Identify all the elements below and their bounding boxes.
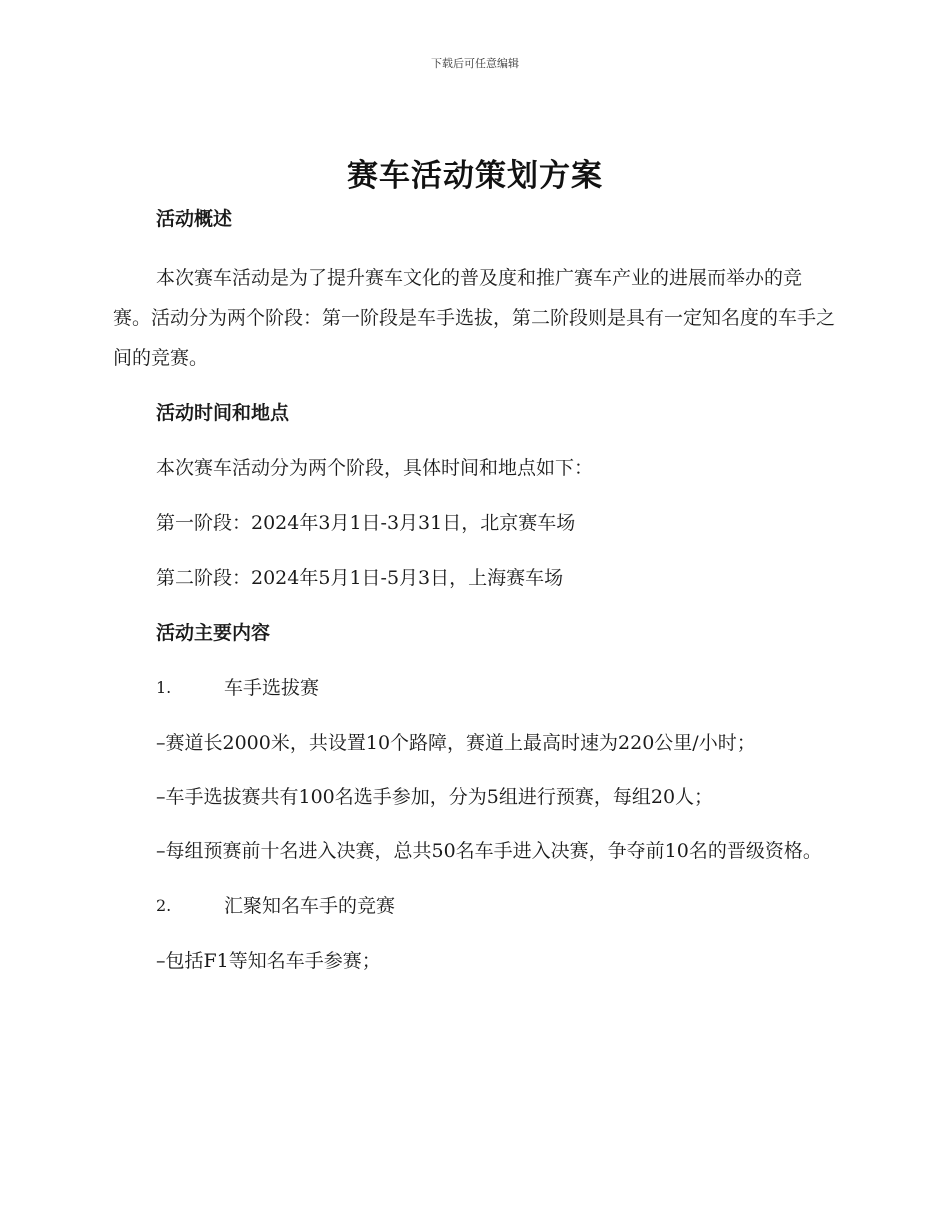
section-heading-time-location: 活动时间和地点 [156, 402, 290, 424]
stage-1-line: 第一阶段：2024年3月1日-3月31日，北京赛车场 [156, 512, 576, 534]
document-body [113, 204, 838, 981]
time-location-intro: 本次赛车活动分为两个阶段，具体时间和地点如下： [156, 457, 594, 479]
section-heading-overview: 活动概述 [156, 208, 233, 230]
item1-point-3: –每组预赛前十名进入决赛，总共50名车手进入决赛，争夺前10名的晋级资格。 [156, 840, 822, 862]
header-note: 下载后可任意编辑 [431, 57, 519, 70]
item1-point-1: –赛道长2000米，共设置10个路障，赛道上最高时速为220公里/小时； [156, 732, 756, 754]
document-title: 赛车活动策划方案 [347, 158, 603, 194]
item1-point-2: –车手选拔赛共有100名选手参加，分为5组进行预赛，每组20人； [156, 786, 714, 808]
list-number-2: 2. [156, 896, 172, 915]
list-label-1: 车手选拔赛 [224, 677, 320, 699]
overview-paragraph: 本次赛车活动是为了提升赛车文化的普及度和推广赛车产业的进展而举办的竞赛。活动分为两个阶段：第一阶段是车手选拔，第二阶段则是具有一定知名度的车手之间的竞赛。 [113, 267, 836, 369]
list-item-1 [113, 673, 838, 703]
item2-point-1: –包括F1等知名车手参赛； [156, 950, 381, 972]
list-item-2 [113, 891, 838, 921]
section-heading-main-content: 活动主要内容 [156, 622, 271, 644]
list-number-1: 1. [156, 678, 172, 697]
stage-2-line: 第二阶段：2024年5月1日-5月3日，上海赛车场 [156, 567, 564, 589]
list-label-2: 汇聚知名车手的竞赛 [224, 895, 396, 917]
